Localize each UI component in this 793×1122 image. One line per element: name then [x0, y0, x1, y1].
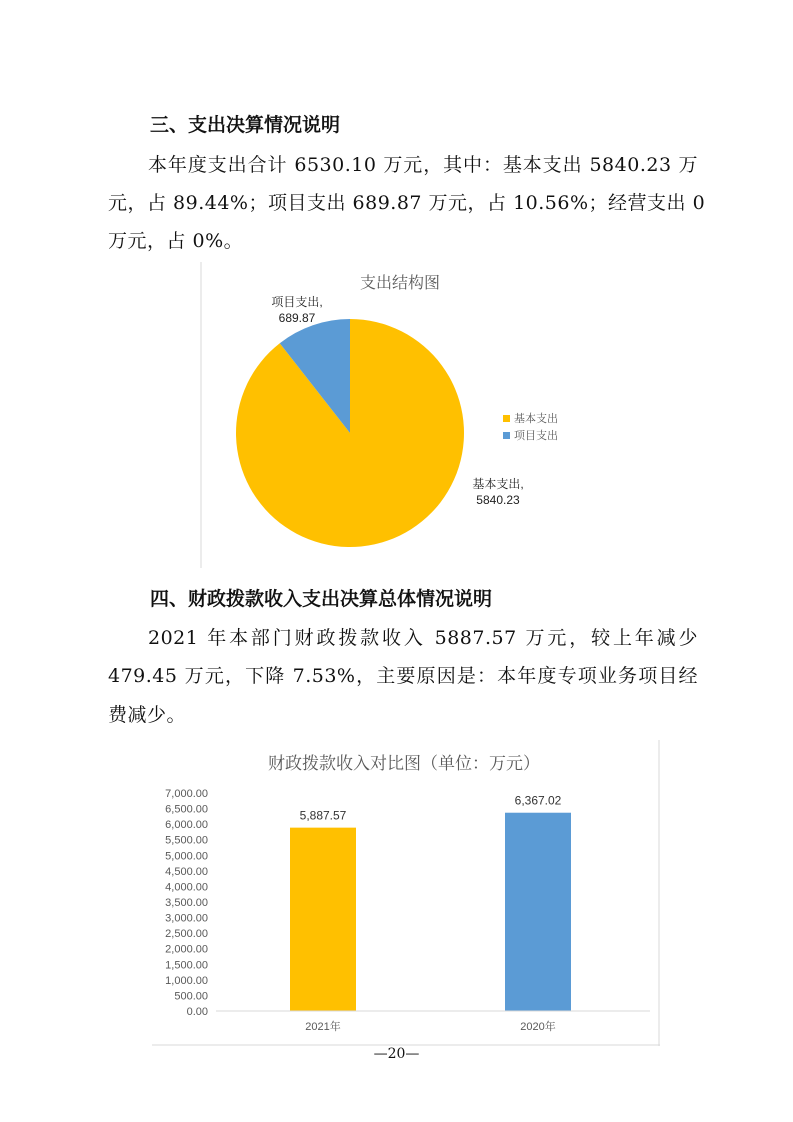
y-tick-label: 1,500.00: [165, 959, 208, 972]
y-tick-label: 0.00: [186, 1006, 208, 1018]
x-tick-label: 2021年: [305, 1021, 341, 1033]
y-tick-label: 4,500.00: [165, 865, 208, 878]
legend-label-basic: 基本支出: [514, 413, 558, 425]
bar-2020年: [505, 813, 571, 1011]
y-tick-label: 6,500.00: [165, 803, 208, 816]
bar-chart: [152, 740, 660, 1046]
pie-data-label-project-value: 689.87: [278, 311, 316, 325]
y-tick-label: 7,000.00: [165, 788, 208, 800]
paragraph-line: 本年度支出合计 6530.10 万元，其中：基本支出 5840.23 万: [148, 154, 698, 176]
pie-chart: [200, 262, 600, 568]
y-tick-label: 500.00: [174, 990, 208, 1003]
y-tick-label: 3,500.00: [165, 897, 208, 909]
legend-swatch-basic: [503, 415, 510, 422]
pie-chart-svg: [200, 262, 600, 568]
bar-data-label: 6,367.02: [514, 793, 562, 808]
y-tick-label: 5,000.00: [165, 850, 208, 863]
pie-data-label-basic-value: 5840.23: [476, 493, 520, 507]
paragraph-line: 2021 年本部门财政拨款收入 5887.57 万元，较上年减少: [148, 627, 698, 649]
x-tick-label: 2020年: [520, 1021, 556, 1033]
section-heading-fiscal: 四、财政拨款收入支出决算总体情况说明: [150, 588, 493, 610]
paragraph-line: 万元，占 0%。: [108, 230, 244, 252]
chart-title: 财政拨款收入对比图（单位：万元）: [268, 754, 540, 773]
legend-label-project: 项目支出: [514, 430, 558, 442]
y-tick-label: 3,000.00: [165, 912, 208, 925]
y-tick-label: 4,000.00: [165, 881, 208, 894]
section-heading-expenditure: 三、支出决算情况说明: [150, 114, 341, 136]
paragraph-line: 元，占 89.44%；项目支出 689.87 万元，占 10.56%；经营支出 0: [108, 192, 706, 214]
y-tick-label: 2,000.00: [165, 943, 208, 956]
y-tick-label: 6,000.00: [165, 819, 208, 832]
paragraph-line: 479.45 万元，下降 7.53%，主要原因是：本年度专项业务项目经: [108, 665, 698, 687]
bar-2021年: [290, 828, 356, 1011]
legend-swatch-project: [503, 432, 510, 439]
bar-chart-svg: [152, 740, 660, 1046]
pie-data-label-project-name: 项目支出,: [271, 295, 323, 309]
pie-data-label-basic-name: 基本支出,: [472, 477, 524, 491]
page-number: —20—: [373, 1046, 420, 1062]
y-tick-label: 1,000.00: [165, 974, 208, 987]
paragraph-line: 费减少。: [108, 704, 187, 726]
y-tick-label: 5,500.00: [165, 834, 208, 847]
bar-data-label: 5,887.57: [299, 808, 347, 823]
y-tick-label: 2,500.00: [165, 928, 208, 941]
chart-title: 支出结构图: [359, 275, 441, 292]
